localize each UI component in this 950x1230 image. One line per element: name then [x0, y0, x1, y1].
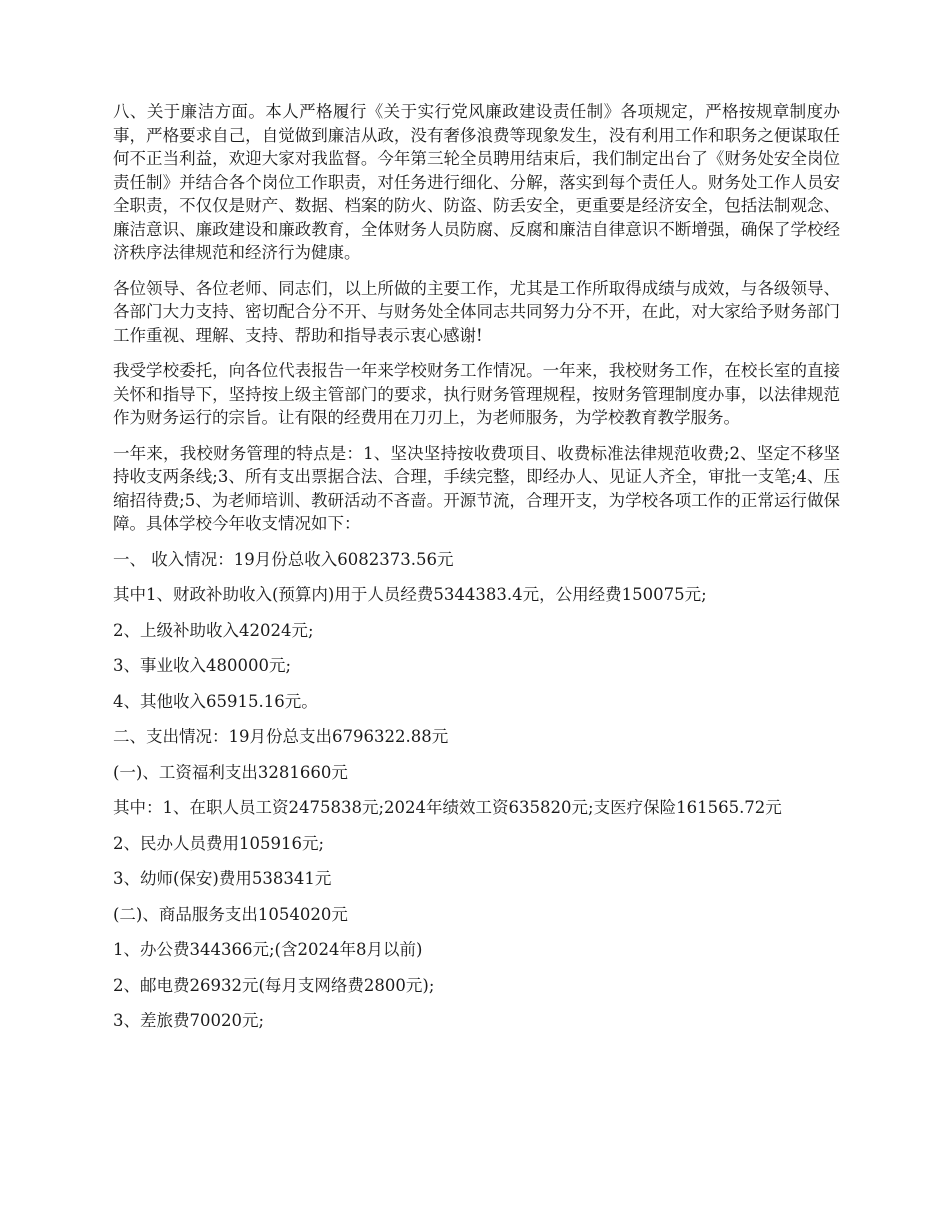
paragraph-income-item-4: 4、其他收入65915.16元。 — [113, 691, 318, 711]
paragraph-report-intro: 我受学校委托，向各位代表报告一年来学校财务工作情况。一年来，我校财务工作，在校长室的直接关怀和指导下，坚持按上级主管部门的要求，执行财务管理规程，按财务管理制度办事，以法律规范作为财务运行的宗旨。让有限的经费用在刀刃上，为老师服务，为学校教育教学服务。 — [113, 361, 840, 427]
paragraph-salary-detail: 其中：1、在职人员工资2475838元;2024年绩效工资635820元;支医疗保险161565.72元 — [113, 798, 782, 817]
paragraph-income-item-3: 3、事业收入480000元; — [113, 656, 292, 675]
paragraph-income-item-1: 其中1、财政补助收入(预算内)用于人员经费5344383.4元，公用经费150075元; — [113, 585, 707, 604]
paragraph-income-item-2: 2、上级补助收入42024元; — [113, 620, 314, 640]
paragraph-salary-welfare: (一)、工资福利支出3281660元 — [113, 762, 348, 782]
paragraph-thanks: 各位领导、各位老师、同志们，以上所做的主要工作，尤其是工作所取得成绩与成效，与各级领导、各部门大力支持、密切配合分不开、与财务处全体同志共同努力分不开，在此，对大家给予财务部门工作重视、理解、支持、帮助和指导表示衷心感谢! — [113, 278, 840, 345]
paragraph-income-heading: 一、 收入情况：19月份总收入6082373.56元 — [113, 549, 454, 569]
paragraph-kindergarten-security: 3、幼师(保安)费用538341元 — [113, 869, 332, 888]
paragraph-private-staff: 2、民办人员费用105916元; — [113, 833, 325, 853]
paragraph-goods-services: (二)、商品服务支出1054020元 — [113, 904, 348, 924]
paragraph-travel-fee: 3、差旅费70020元; — [113, 1011, 265, 1030]
paragraph-postal-fee: 2、邮电费26932元(每月支网络费2800元); — [113, 975, 435, 995]
paragraph-expense-heading: 二、支出情况：19月份总支出6796322.88元 — [113, 727, 449, 746]
document-body — [113, 100, 840, 1045]
paragraph-integrity: 八、关于廉洁方面。本人严格履行《关于实行党风廉政建设责任制》各项规定，严格按规章制度办事，严格要求自己，自觉做到廉洁从政，没有奢侈浪费等现象发生，没有利用工作和职务之便谋取任何不正当利益，欢迎大家对我监督。今年第三轮全员聘用结束后，我们制定出台了《财务处安全岗位责任制》并结合各个岗位工作职责，对任务进行细化、分解，落实到每个责任人。财务处工作人员安全职责，不仅仅是财产、数据、档案的防火、防盗、防丢安全，更重要是经济安全，包括法制观念、廉洁意识、廉政建设和廉政教育，全体财务人员防腐、反腐和廉洁自律意识不断增强，确保了学校经济秩序法律规范和经济行为健康。 — [113, 102, 840, 262]
paragraph-office-fee: 1、办公费344366元;(含2024年8月以前) — [113, 940, 423, 959]
paragraph-management-features: 一年来，我校财务管理的特点是：1、坚决坚持按收费项目、收费标准法律规范收费;2、坚定不移坚持收支两条线;3、所有支出票据合法、合理，手续完整，即经办人、见证人齐全，审批一支笔;4、压缩招待费;5、为老师培训、教研活动不吝啬。开源节流，合理开支，为学校各项工作的正常运行做保障。具体学校今年收支情况如下： — [113, 443, 840, 533]
